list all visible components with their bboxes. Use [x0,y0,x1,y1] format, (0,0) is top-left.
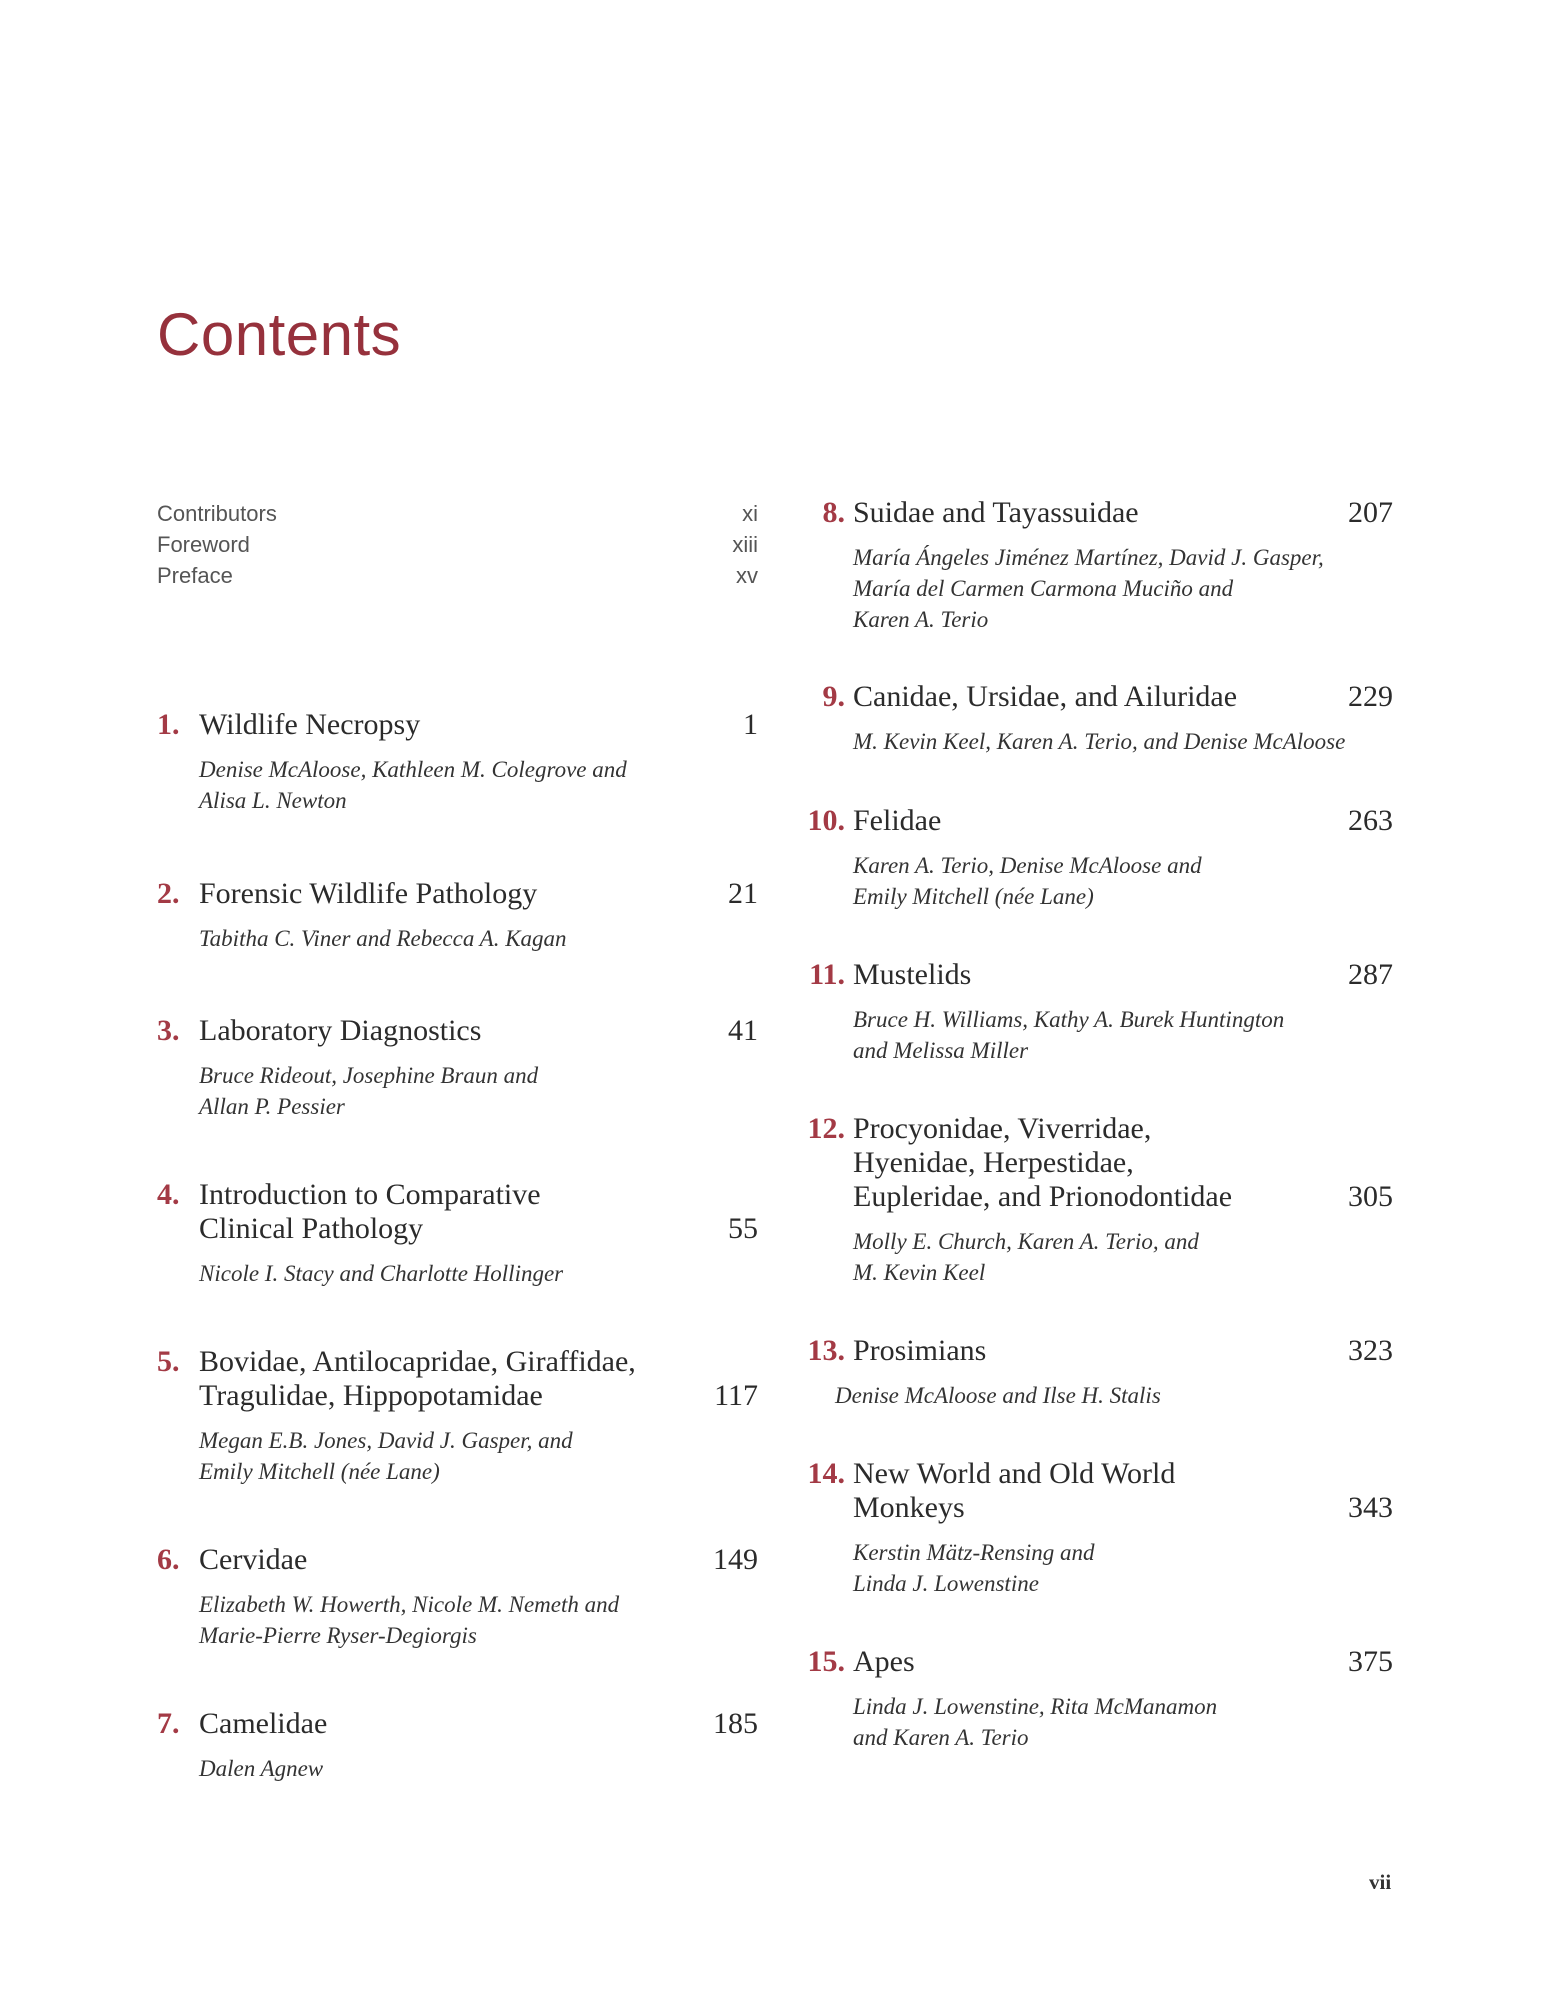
chapter-title: Apes [853,1645,915,1678]
chapter-authors: Nicole I. Stacy and Charlotte Hollinger [199,1261,564,1286]
chapter-title: Cervidae [199,1543,308,1576]
chapter-page: 149 [713,1543,758,1576]
chapter-page: 323 [1348,1334,1393,1367]
chapter-page: 21 [728,877,758,910]
chapter-authors: Karen A. Terio, Denise McAloose and Emily Mitchell (née Lane) [853,853,1202,909]
chapter-number: 15. [807,1645,845,1678]
chapter-number: 3. [157,1014,180,1047]
chapter-page: 185 [713,1707,758,1740]
chapter-title: Canidae, Ursidae, and Ailuridae [853,680,1238,713]
chapter-title: Prosimians [853,1334,987,1367]
chapter-authors: Denise McAloose, Kathleen M. Colegrove and Alisa L. Newton [199,757,627,813]
chapter-authors: Bruce H. Williams, Kathy A. Burek Huntington and Melissa Miller [853,1007,1285,1063]
chapter-number: 1. [157,708,180,741]
chapter-entry[interactable] [793,804,1393,912]
chapter-number: 7. [157,1707,180,1740]
chapter-authors: Molly E. Church, Karen A. Terio, and M. Kevin Keel [853,1229,1199,1285]
chapter-page: 229 [1348,680,1393,713]
chapter-authors: Megan E.B. Jones, David J. Gasper, and Emily Mitchell (née Lane) [199,1428,573,1484]
chapter-number: 11. [809,958,845,991]
front-matter-item[interactable] [157,529,758,560]
chapter-entry[interactable] [157,1014,758,1122]
chapter-page: 207 [1348,496,1393,529]
chapter-title: Procyonidae, Viverridae, Hyenidae, Herpestidae, Eupleridae, and Prionodontidae [853,1112,1233,1213]
chapter-title: Bovidae, Antilocapridae, Giraffidae, Tragulidae, Hippopotamidae [199,1345,636,1412]
chapter-authors: Dalen Agnew [199,1756,324,1781]
chapter-page: 117 [714,1379,758,1412]
toc-column-right [793,496,1393,1753]
chapter-number: 13. [807,1334,845,1367]
chapter-entry[interactable] [157,1707,758,1784]
chapter-entry[interactable] [793,680,1393,757]
front-matter-page: xi [742,501,758,526]
chapter-title: Laboratory Diagnostics [199,1014,482,1047]
chapter-authors: Kerstin Mätz-Rensing and Linda J. Lowenstine [853,1540,1095,1596]
chapter-entry[interactable] [157,1543,758,1651]
chapter-number: 9. [822,680,845,713]
chapter-page: 263 [1348,804,1393,837]
chapter-authors: Denise McAloose and Ilse H. Stalis [835,1383,1161,1408]
chapter-authors: María Ángeles Jiménez Martínez, David J. Gasper, María del Carmen Carmona Muciño and Karen A. Terio [853,545,1324,632]
chapter-title: Mustelids [853,958,972,991]
front-matter-list [157,498,758,591]
chapter-title: Felidae [853,804,942,837]
chapter-title: Introduction to Comparative Clinical Pathology [199,1178,541,1245]
front-matter-page: xv [736,563,758,588]
chapter-page: 41 [728,1014,758,1047]
chapter-authors: Bruce Rideout, Josephine Braun and Allan P. Pessier [199,1063,539,1119]
chapter-entry[interactable] [157,877,758,954]
front-matter-item[interactable] [157,560,758,591]
chapter-number: 10. [807,804,845,837]
chapter-entry[interactable] [793,958,1393,1066]
chapter-authors: M. Kevin Keel, Karen A. Terio, and Denise McAloose [853,729,1346,754]
chapter-authors: Elizabeth W. Howerth, Nicole M. Nemeth and Marie-Pierre Ryser-Degiorgis [199,1592,620,1648]
chapter-authors: Tabitha C. Viner and Rebecca A. Kagan [199,926,567,951]
chapter-page: 287 [1348,958,1393,991]
chapter-title: Camelidae [199,1707,328,1740]
chapter-page: 1 [743,708,758,741]
chapter-number: 4. [157,1178,180,1211]
chapter-entry[interactable] [793,1645,1393,1753]
toc-column-left [157,708,758,1784]
chapter-number: 8. [822,496,845,529]
chapter-authors: Linda J. Lowenstine, Rita McManamon and Karen A. Terio [853,1694,1218,1750]
front-matter-item[interactable] [157,498,758,529]
chapter-title: Forensic Wildlife Pathology [199,877,538,910]
page-folio: vii [1369,1870,1392,1894]
chapter-entry[interactable] [793,1334,1393,1411]
page-title: Contents [157,301,402,368]
chapter-number: 14. [807,1457,845,1490]
chapter-entry[interactable] [157,1345,758,1487]
front-matter-label: Preface [157,563,233,588]
chapter-entry[interactable] [157,708,758,816]
chapter-title: New World and Old World Monkeys [853,1457,1176,1524]
front-matter-page: xiii [732,532,758,557]
chapter-entry[interactable] [793,496,1393,635]
chapter-page: 305 [1348,1180,1393,1213]
chapter-number: 5. [157,1345,180,1378]
chapter-title: Suidae and Tayassuidae [853,496,1139,529]
chapter-entry[interactable] [793,1112,1393,1288]
chapter-entry[interactable] [157,1178,758,1289]
front-matter-label: Contributors [157,501,277,526]
chapter-number: 12. [807,1112,845,1145]
chapter-page: 55 [728,1212,758,1245]
front-matter-label: Foreword [157,532,250,557]
chapter-number: 2. [157,877,180,910]
chapter-entry[interactable] [793,1457,1393,1599]
chapter-page: 375 [1348,1645,1393,1678]
chapter-number: 6. [157,1543,180,1576]
chapter-title: Wildlife Necropsy [199,708,421,741]
chapter-page: 343 [1348,1491,1393,1524]
